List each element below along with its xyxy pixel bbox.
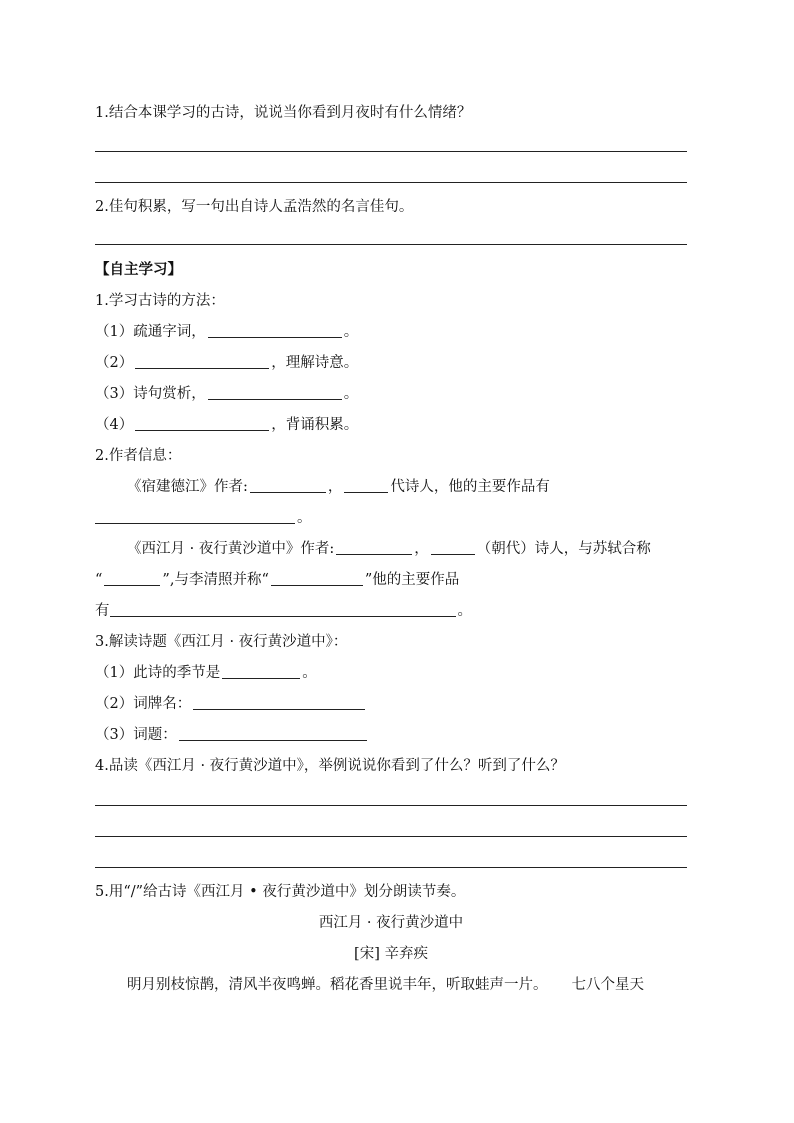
blank-author1-name[interactable]: [250, 478, 326, 493]
author2-works-label: ”他的主要作品: [364, 572, 460, 588]
author1-line-2: [95, 509, 312, 527]
cipai-label: （2）词牌名：: [95, 696, 192, 712]
method-3-prefix: （3）诗句赏析，: [95, 386, 206, 402]
blank-su-xin[interactable]: [104, 571, 160, 586]
author1-works-label: 代诗人，他的主要作品有: [390, 479, 550, 495]
citi-label: （3）词题：: [95, 727, 177, 743]
blank-author1-works[interactable]: [95, 509, 295, 524]
question-3-item-2: [95, 695, 367, 713]
blank-jinan-erAn[interactable]: [271, 571, 363, 586]
question-3-item-1: [95, 664, 317, 682]
blank-author2-name[interactable]: [336, 540, 412, 555]
method-1-prefix: （1）疏通字词，: [95, 324, 206, 340]
method-2-suffix: ，理解诗意。: [271, 355, 359, 371]
poem-title: 西江月 · 夜行黄沙道中: [318, 915, 464, 931]
quote-open-1: “: [95, 572, 103, 588]
answer-line-4a[interactable]: [95, 805, 687, 806]
method-item-3: [95, 385, 358, 403]
question-3-title: 3.解读诗题《西江月 · 夜行黄沙道中》：: [95, 634, 348, 650]
blank-method-4[interactable]: [135, 416, 269, 431]
answer-line-2[interactable]: [95, 244, 687, 245]
blank-author2-works[interactable]: [110, 602, 456, 617]
blank-citi[interactable]: [179, 726, 367, 741]
method-title: 1.学习古诗的方法：: [95, 293, 225, 309]
blank-author2-dynasty[interactable]: [431, 540, 475, 555]
method-item-1: [95, 323, 358, 341]
question-5: 5.用“/”给古诗《西江月 • 夜行黄沙道中》划分朗读节奏。: [95, 884, 466, 900]
author1-end: 。: [297, 510, 312, 526]
method-4-prefix: （4）: [95, 417, 134, 433]
answer-line-4b[interactable]: [95, 836, 687, 837]
blank-season[interactable]: [222, 664, 300, 679]
answer-line-1b[interactable]: [95, 182, 687, 183]
method-4-suffix: ，背诵积累。: [271, 417, 359, 433]
author2-mid: ”,与李清照并称“: [162, 572, 269, 588]
blank-method-3[interactable]: [208, 385, 342, 400]
blank-method-2[interactable]: [135, 354, 269, 369]
author2-comma: ，: [414, 541, 429, 557]
season-label: （1）此诗的季节是: [95, 665, 221, 681]
author2-tail: （朝代）诗人，与苏轼合称: [476, 541, 651, 557]
question-4: 4.品读《西江月 · 夜行黄沙道中》，举例说说你看到了什么？听到了什么？: [95, 758, 565, 774]
poem-text: 明月别枝惊鹊，清风半夜鸣蝉。稻花香里说丰年，听取蛙声一片。: [127, 977, 548, 993]
blank-method-1[interactable]: [208, 323, 342, 338]
poem-line-1: [127, 976, 644, 994]
question-1: 1.结合本课学习的古诗，说说当你看到月夜时有什么情绪？: [95, 105, 472, 121]
question-2: 2.佳句积累，写一句出自诗人孟浩然的名言佳句。: [95, 199, 414, 215]
method-1-suffix: 。: [343, 324, 359, 340]
author2-you: 有: [95, 603, 110, 619]
author2-label: 《西江月 · 夜行黄沙道中》作者:: [127, 541, 335, 557]
author1-comma: ，: [327, 479, 343, 495]
method-2-prefix: （2）: [95, 355, 134, 371]
author2-line-2: [95, 571, 459, 589]
question-3-item-3: [95, 726, 369, 744]
method-item-4: [95, 416, 358, 434]
blank-cipai[interactable]: [193, 695, 365, 710]
author2-line: [127, 540, 651, 558]
author1-label: 《宿建德江》作者:: [127, 479, 248, 495]
answer-line-1a[interactable]: [95, 151, 687, 152]
author2-end: 。: [457, 603, 472, 619]
author1-line: [127, 478, 550, 496]
answer-line-4c[interactable]: [95, 867, 687, 868]
section-title: 【自主学习】: [95, 261, 182, 278]
author2-line-3: [95, 602, 472, 620]
author-title: 2.作者信息：: [95, 448, 182, 464]
method-3-suffix: 。: [343, 386, 359, 402]
method-item-2: [95, 354, 358, 372]
blank-author1-dynasty[interactable]: [344, 478, 388, 493]
season-end: 。: [302, 665, 317, 681]
poem-text-tail: 七八个星天: [571, 977, 644, 993]
poem-author: [宋] 辛弃疾: [354, 946, 428, 962]
